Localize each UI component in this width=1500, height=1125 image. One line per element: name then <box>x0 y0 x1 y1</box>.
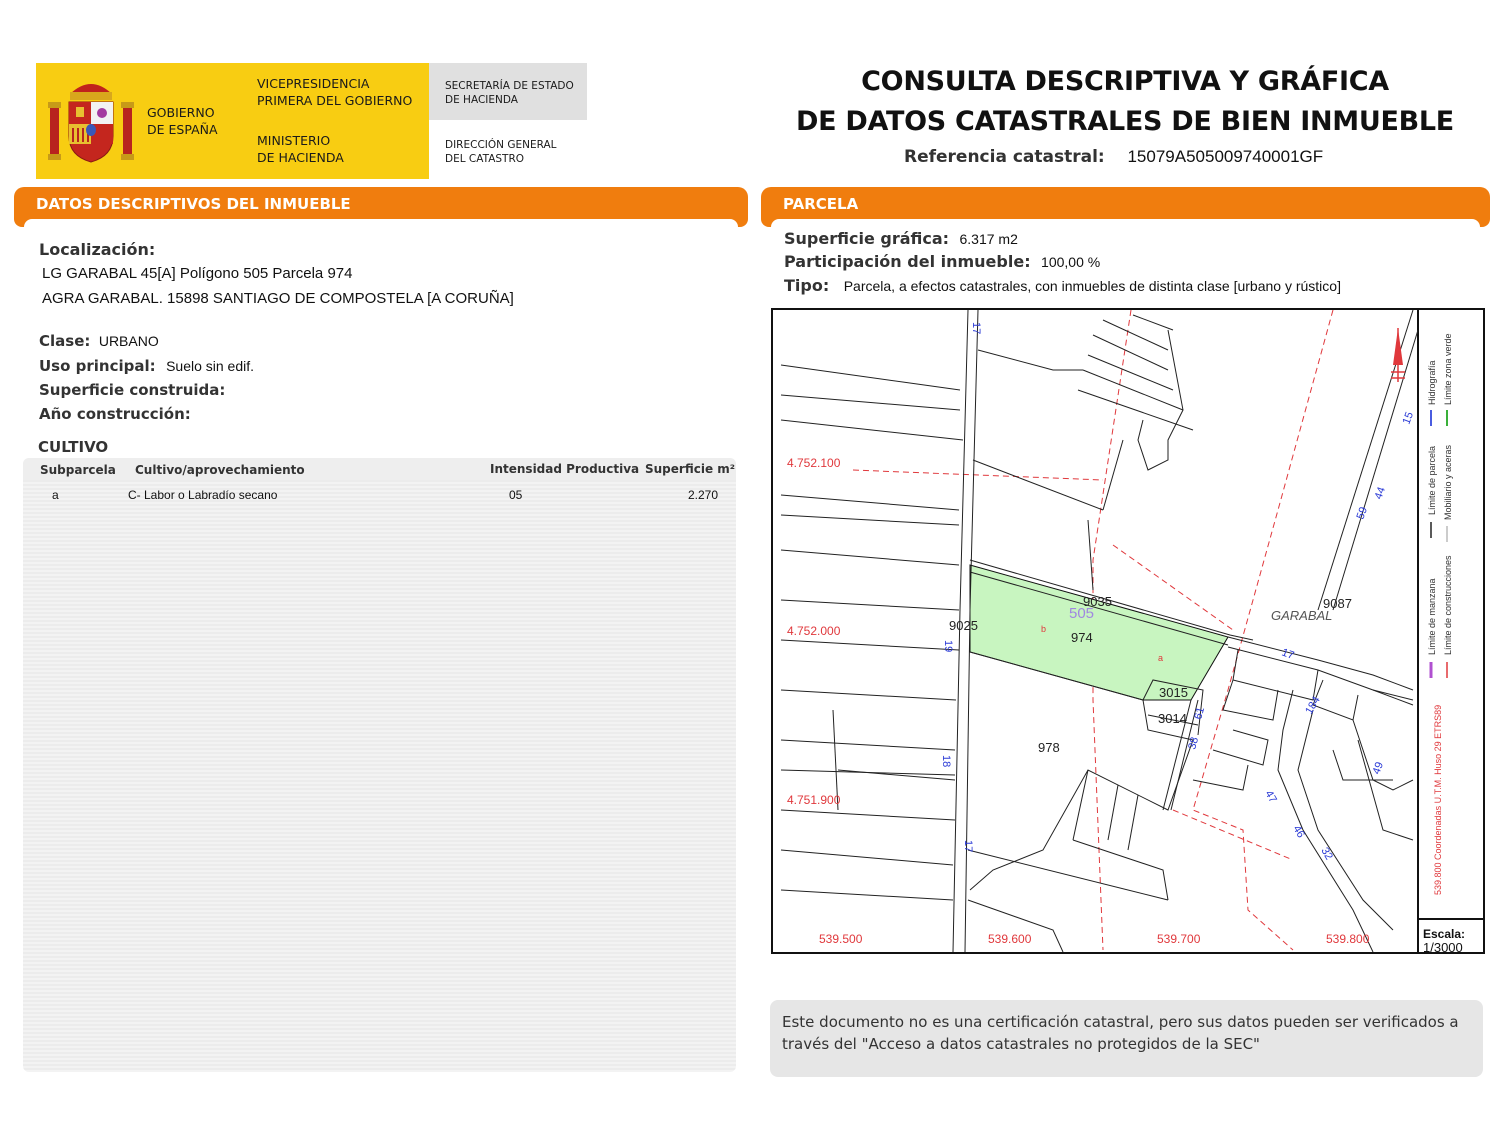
localizacion-label: Localización: <box>39 240 156 259</box>
street-number: 61 <box>1192 705 1208 721</box>
map-drawing <box>773 310 1483 952</box>
clase-value: URBANO <box>98 333 159 349</box>
anio-construccion-label: Año construcción: <box>39 405 191 423</box>
clase-label: Clase: <box>39 332 91 350</box>
ministerio-label: MINISTERIO DE HACIENDA <box>257 133 344 165</box>
poligono-label: 505 <box>1069 605 1095 622</box>
legend-hidrografia: Hidrografía <box>1427 360 1437 405</box>
parcel-label-9087: 9087 <box>1323 596 1352 611</box>
gov-name: GOBIERNO DE ESPAÑA <box>147 105 218 137</box>
legend-limite-manzana: Límite de manzana <box>1427 578 1437 655</box>
ref-value: 15079A505009740001GF <box>1127 147 1324 166</box>
parcel-label-3015: 3015 <box>1159 685 1188 700</box>
map-x-label: 539.700 <box>1157 932 1201 946</box>
street-number: 17 <box>962 840 974 853</box>
street-number: 49 <box>1370 760 1387 777</box>
secretaria-label: SECRETARÍA DE ESTADO DE HACIENDA <box>445 80 574 106</box>
table-row-subparcela: a <box>52 488 59 502</box>
map-y-label: 4.752.100 <box>787 456 841 470</box>
legend-zona-verde: Límite zona verde <box>1443 333 1453 405</box>
subparcel-label-a: a <box>1158 653 1164 663</box>
superficie-construida-label: Superficie construida: <box>39 381 226 399</box>
th-superficie: Superficie m² <box>645 462 736 476</box>
street-number: 59 <box>1354 505 1371 522</box>
cultivo-label: CULTIVO <box>38 438 109 456</box>
clase-row <box>39 332 159 351</box>
th-subparcela: Subparcela <box>40 463 116 477</box>
subparcel-label-b: b <box>1041 624 1047 634</box>
participacion-label: Participación del inmueble: <box>784 252 1031 271</box>
direccion-label: DIRECCIÓN GENERAL DEL CATASTRO <box>445 139 557 165</box>
ref-label: Referencia catastral: <box>904 147 1105 167</box>
legend-limite-parcela: Límite de parcela <box>1427 445 1437 515</box>
disclaimer-note: Este documento no es una certificación catastral, pero sus datos pueden ser verificados a través del "Acceso a datos catastrales no protegidos de la SEC" <box>770 1000 1483 1077</box>
parcel-label-9035: 9035 <box>1083 594 1112 609</box>
sup-grafica-label: Superficie gráfica: <box>784 229 950 248</box>
vicepresidencia-label: VICEPRESIDENCIA PRIMERA DEL GOBIERNO <box>257 76 413 108</box>
street-number: 38 <box>1186 735 1202 751</box>
map-x-label: 539.600 <box>988 932 1032 946</box>
street-number: 47 <box>1262 788 1279 806</box>
tipo-label: Tipo: <box>784 276 830 295</box>
localizacion-line2: AGRA GARABAL. 15898 SANTIAGO DE COMPOSTELA [A CORUÑA] <box>42 290 514 307</box>
street-number: 46 <box>1290 823 1307 841</box>
street-number: 44 <box>1372 485 1389 502</box>
parcel-label-3014: 3014 <box>1158 711 1187 726</box>
street-number: 19 <box>942 640 954 653</box>
legend-coordinates: 539.800 Coordenadas U.T.M. Huso 29 ETRS89 <box>1433 704 1443 895</box>
parcel-label-9025: 9025 <box>949 618 978 633</box>
participacion-row <box>784 252 1100 272</box>
street-number: 17 <box>1279 646 1296 663</box>
uso-label: Uso principal: <box>39 357 156 375</box>
parcela-header: PARCELA <box>761 187 1490 219</box>
legend-mobiliario: Mobiliario y aceras <box>1443 444 1453 520</box>
map-x-label: 539.800 <box>1326 932 1370 946</box>
participacion-value: 100,00 % <box>1041 254 1101 270</box>
parcela-header-curve <box>771 219 1480 227</box>
street-number: 184 <box>1303 694 1323 717</box>
header-curve <box>24 219 738 227</box>
coat-of-arms-icon <box>48 72 134 166</box>
scale-value: 1/3000 <box>1423 940 1463 952</box>
parcel-label-978: 978 <box>1038 740 1060 755</box>
datos-descriptivos-header: DATOS DESCRIPTIVOS DEL INMUEBLE <box>14 187 748 219</box>
street-number: 18 <box>940 755 952 768</box>
map-x-label: 539.500 <box>819 932 863 946</box>
scale-label: Escala: <box>1423 927 1466 941</box>
cadastral-map[interactable] <box>771 308 1485 954</box>
uso-row <box>39 357 254 376</box>
map-y-label: 4.751.900 <box>787 793 841 807</box>
th-cultivo: Cultivo/aprovechamiento <box>135 463 305 477</box>
uso-value: Suelo sin edif. <box>166 358 255 374</box>
street-number: 17 <box>970 322 982 335</box>
map-y-label: 4.752.000 <box>787 624 841 638</box>
parcel-label-974: 974 <box>1071 630 1093 645</box>
localizacion-line1: LG GARABAL 45[A] Polígono 505 Parcela 974 <box>42 265 353 282</box>
legend-limite-construcciones: Límite de construcciones <box>1443 555 1453 655</box>
place-label-garabal: GARABAL <box>1271 608 1333 623</box>
table-row-superficie: 2.270 <box>688 488 719 502</box>
table-row-intensidad: 05 <box>509 488 523 502</box>
th-intensidad: Intensidad Productiva <box>490 462 640 476</box>
document-title: CONSULTA DESCRIPTIVA Y GRÁFICA DE DATOS CATASTRALES DE BIEN INMUEBLE <box>796 66 1454 137</box>
table-row-cultivo: C- Labor o Labradío secano <box>128 488 278 502</box>
street-number: 32 <box>1318 845 1335 863</box>
tipo-value: Parcela, a efectos catastrales, con inmuebles de distinta clase [urbano y rústico] <box>843 278 1341 294</box>
cultivo-table <box>23 458 736 1072</box>
sup-grafica-value: 6.317 m2 <box>959 231 1018 247</box>
map-legend <box>1427 333 1453 895</box>
tipo-row <box>784 276 1341 296</box>
street-number: 15 <box>1400 410 1417 427</box>
referencia-catastral <box>904 147 1323 167</box>
superficie-grafica-row <box>784 229 1018 249</box>
